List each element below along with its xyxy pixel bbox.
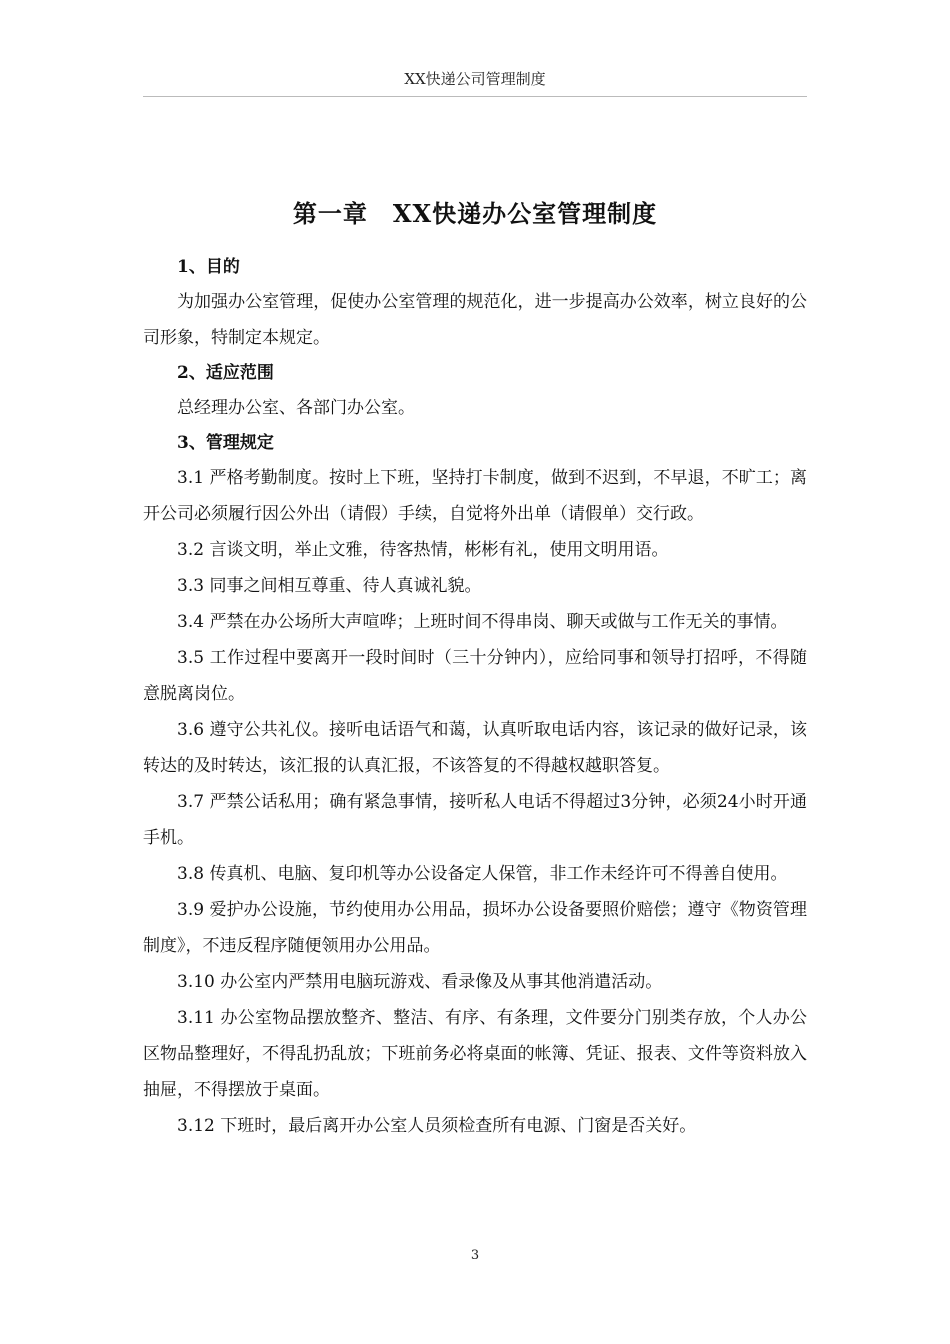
- section-text-purpose: 为加强办公室管理，促使办公室管理的规范化，进一步提高办公效率，树立良好的公司形象，特制定本规定。: [143, 292, 807, 348]
- document-body: [143, 190, 807, 1144]
- section-heading-purpose: 1、目的: [177, 257, 240, 277]
- rule-item-3-6: 3.6 遵守公共礼仪。接听电话语气和蔼，认真听取电话内容，该记录的做好记录，该转达的及时转达，该汇报的认真汇报，不该答复的不得越权越职答复。: [143, 720, 807, 776]
- rule-item-3-11: 3.11 办公室物品摆放整齐、整洁、有序、有条理，文件要分门别类存放，个人办公区物品整理好，不得乱扔乱放；下班前务必将桌面的帐簿、凭证、报表、文件等资料放入抽屉，不得摆放于桌面。: [143, 1008, 807, 1100]
- rule-item-3-4: 3.4 严禁在办公场所大声喧哗；上班时间不得串岗、聊天或做与工作无关的事情。: [177, 612, 788, 632]
- rule-item-3-2: 3.2 言谈文明，举止文雅，待客热情，彬彬有礼，使用文明用语。: [177, 540, 669, 560]
- chapter-title: 第一章 XX快递办公室管理制度: [292, 199, 658, 228]
- rule-item-3-12: 3.12 下班时，最后离开办公室人员须检查所有电源、门窗是否关好。: [177, 1116, 697, 1136]
- page-number: 3: [470, 1248, 480, 1263]
- rule-item-3-9: 3.9 爱护办公设施，节约使用办公用品，损坏办公设备要照价赔偿；遵守《物资管理制度》，不违反程序随便领用办公用品。: [143, 900, 807, 956]
- rule-item-3-8: 3.8 传真机、电脑、复印机等办公设备定人保管，非工作未经许可不得善自使用。: [177, 864, 788, 884]
- running-header: XX快递公司管理制度: [404, 70, 546, 88]
- rule-item-3-1: 3.1 严格考勤制度。按时上下班，坚持打卡制度，做到不迟到，不早退，不旷工；离开公司必须履行因公外出（请假）手续，自觉将外出单（请假单）交行政。: [143, 468, 807, 524]
- rule-item-3-10: 3.10 办公室内严禁用电脑玩游戏、看录像及从事其他消遣活动。: [177, 972, 663, 992]
- header-divider: [143, 96, 807, 97]
- rule-item-3-3: 3.3 同事之间相互尊重、待人真诚礼貌。: [177, 576, 482, 596]
- rule-item-3-7: 3.7 严禁公话私用；确有紧急事情，接听私人电话不得超过3分钟，必须24小时开通手机。: [143, 792, 807, 848]
- rule-item-3-5: 3.5 工作过程中要离开一段时间时（三十分钟内），应给同事和领导打招呼，不得随意脱离岗位。: [143, 648, 807, 704]
- section-heading-rules: 3、管理规定: [177, 433, 274, 453]
- section-heading-scope: 2、适应范围: [177, 363, 274, 383]
- section-text-scope: 总经理办公室、各部门办公室。: [177, 398, 415, 418]
